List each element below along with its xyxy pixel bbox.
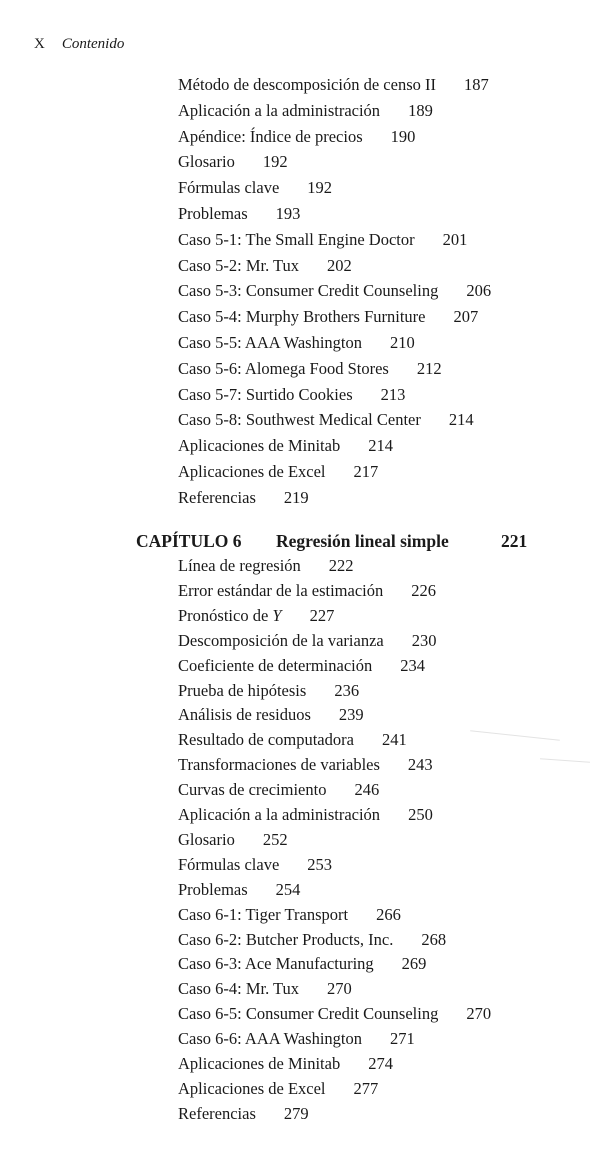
toc-entry [178, 655, 425, 677]
toc-entry-page: 210 [390, 333, 415, 352]
toc-entry-page: 241 [381, 730, 407, 750]
toc-entry [178, 255, 352, 277]
toc-entry-title: Problemas [178, 204, 248, 223]
toc-entry-title: Caso 5-5: AAA Washington [178, 333, 362, 352]
toc-entry-page: 202 [327, 255, 352, 275]
toc-entry-title: Pronóstico de Y [178, 605, 282, 625]
toc-entry-page: 207 [453, 307, 479, 327]
toc-entry [178, 555, 354, 577]
toc-entry-title: Caso 5-6: Alomega Food Stores [178, 358, 389, 378]
toc-entry [178, 306, 478, 328]
toc-entry [178, 729, 407, 751]
chapter-heading [136, 529, 536, 553]
toc-entry-title: Referencias [178, 487, 256, 507]
toc-entry-title: Aplicación a la administración [178, 100, 381, 120]
toc-entry [178, 435, 393, 457]
toc-entry-title: Caso 6-1: Tiger Transport [178, 904, 349, 924]
toc-entry-page: 193 [275, 204, 301, 223]
toc-entry-title: Problemas [178, 879, 248, 899]
toc-entry [178, 953, 426, 975]
toc-entry-title: Prueba de hipótesis [178, 680, 307, 700]
toc-entry [178, 630, 436, 652]
toc-entry [178, 854, 332, 876]
toc-entry-page: 243 [407, 755, 433, 775]
toc-entry-title: Aplicaciones de Excel [178, 462, 326, 481]
toc-entry-title: Caso 5-3: Consumer Credit Counseling [178, 281, 439, 301]
toc-entry-title: Caso 5-2: Mr. Tux [178, 255, 300, 275]
toc-entry-title: Error estándar de la estimación [178, 580, 384, 600]
toc-entry-title: Transformaciones de variables [178, 755, 380, 775]
toc-entry-page: 217 [353, 462, 379, 481]
toc-entry-page: 271 [390, 1029, 415, 1049]
toc-entry-title: Caso 6-2: Butcher Products, Inc. [178, 929, 394, 949]
toc-entry-page: 219 [283, 487, 309, 507]
toc-entry-title: Caso 6-4: Mr. Tux [178, 979, 300, 999]
toc-entry-title: Glosario [178, 152, 235, 172]
toc-entry [178, 1078, 378, 1100]
toc-entry-page: 252 [262, 829, 288, 849]
toc-entry [178, 804, 433, 826]
toc-entry [178, 929, 446, 951]
toc-entry-title: Fórmulas clave [178, 854, 280, 874]
toc-entry [178, 1003, 491, 1025]
toc-entry [178, 100, 433, 122]
toc-entry-page: 253 [307, 854, 333, 874]
toc-entry [178, 229, 467, 251]
toc-entry-title: Método de descomposición de censo II [178, 75, 436, 94]
toc-entry [178, 754, 433, 776]
toc-entry-title: Descomposición de la varianza [178, 630, 384, 650]
toc-entry-page: 269 [401, 954, 427, 974]
toc-entry-page: 189 [408, 100, 433, 120]
toc-entry [178, 879, 300, 901]
toc-entry [178, 409, 474, 431]
toc-entry-page: 214 [448, 410, 474, 430]
toc-entry-title: Resultado de computadora [178, 730, 354, 750]
scan-mark [470, 730, 560, 740]
toc-entry-page: 279 [283, 1103, 309, 1123]
chapter-number: CAPÍTULO 6 [136, 531, 242, 551]
toc-entry-title: Aplicaciones de Excel [178, 1078, 326, 1098]
toc-entry-page: 187 [463, 75, 489, 94]
toc-entry [178, 151, 288, 173]
toc-entry [178, 332, 415, 354]
toc-entry [178, 280, 491, 302]
scan-mark [540, 758, 590, 762]
toc-entry-page: 206 [466, 281, 492, 301]
toc-entry-title: Aplicación a la administración [178, 805, 381, 824]
toc-entry [178, 605, 334, 627]
toc-entry-page: 270 [466, 1004, 492, 1024]
toc-entry [178, 384, 405, 406]
toc-entry-page: 222 [328, 556, 354, 575]
toc-entry-title: Caso 6-6: AAA Washington [178, 1029, 362, 1049]
toc-entry-page: 274 [368, 1054, 393, 1073]
toc-entry-page: 192 [262, 152, 288, 172]
page-number: X [34, 36, 46, 52]
toc-entry-title: Caso 6-3: Ace Manufacturing [178, 954, 374, 974]
running-header [34, 36, 124, 53]
toc-entry [178, 177, 332, 199]
toc-entry-page: 213 [380, 384, 406, 404]
toc-entry-page: 192 [307, 178, 333, 198]
toc-entry [178, 1103, 309, 1125]
toc-entry [178, 680, 359, 702]
toc-entry-title: Glosario [178, 829, 235, 849]
toc-entry-page: 270 [327, 979, 352, 999]
toc-entry-title: Caso 5-8: Southwest Medical Center [178, 410, 421, 430]
toc-entry-page: 190 [390, 126, 416, 146]
toc-entry-page: 250 [408, 805, 433, 824]
toc-entry-page: 236 [334, 680, 360, 700]
toc-entry-title: Coeficiente de determinación [178, 655, 373, 675]
chapter-page: 221 [501, 531, 528, 551]
toc-entry-title: Caso 5-7: Surtido Cookies [178, 384, 353, 404]
toc-entry-page: 230 [411, 630, 437, 650]
toc-entry-title: Línea de regresión [178, 556, 301, 575]
toc-entry [178, 461, 378, 483]
chapter-title: Regresión lineal simple [276, 531, 449, 551]
toc-entry [178, 74, 489, 96]
toc-entry-title: Apéndice: Índice de precios [178, 126, 363, 146]
toc-entry [178, 487, 309, 509]
toc-entry [178, 580, 436, 602]
toc-entry-title: Caso 6-5: Consumer Credit Counseling [178, 1004, 439, 1024]
toc-entry-page: 227 [309, 605, 335, 625]
toc-entry-title: Análisis de residuos [178, 705, 311, 725]
toc-entry-title: Curvas de crecimiento [178, 780, 327, 800]
toc-entry-page: 239 [338, 705, 364, 725]
toc-entry-page: 226 [411, 580, 436, 600]
toc-entry-page: 212 [416, 358, 442, 378]
toc-entry-page: 268 [421, 929, 447, 949]
running-header-title: Contenido [61, 36, 125, 52]
toc-entry-title: Caso 5-1: The Small Engine Doctor [178, 229, 415, 249]
toc-entry [178, 1053, 393, 1075]
toc-entry [178, 358, 442, 380]
toc-entry-page: 246 [354, 780, 380, 800]
toc-entry [178, 779, 379, 801]
toc-entry [178, 203, 300, 225]
toc-entry-page: 277 [353, 1078, 379, 1098]
toc-entry-title: Aplicaciones de Minitab [178, 1054, 341, 1073]
toc-entry [178, 904, 401, 926]
toc-entry-page: 266 [376, 904, 401, 924]
toc-entry [178, 704, 364, 726]
toc-entry-page: 214 [368, 436, 393, 456]
toc-entry-title: Caso 5-4: Murphy Brothers Furniture [178, 307, 426, 327]
toc-entry [178, 829, 288, 851]
toc-entry-page: 254 [275, 879, 301, 899]
toc-entry-title: Aplicaciones de Minitab [178, 436, 341, 456]
toc-entry-page: 201 [442, 229, 468, 249]
toc-entry [178, 978, 352, 1000]
toc-entry-page: 234 [400, 655, 425, 675]
toc-entry [178, 126, 415, 148]
toc-entry-title: Fórmulas clave [178, 178, 280, 198]
toc-entry [178, 1028, 415, 1050]
toc-entry-title: Referencias [178, 1103, 256, 1123]
